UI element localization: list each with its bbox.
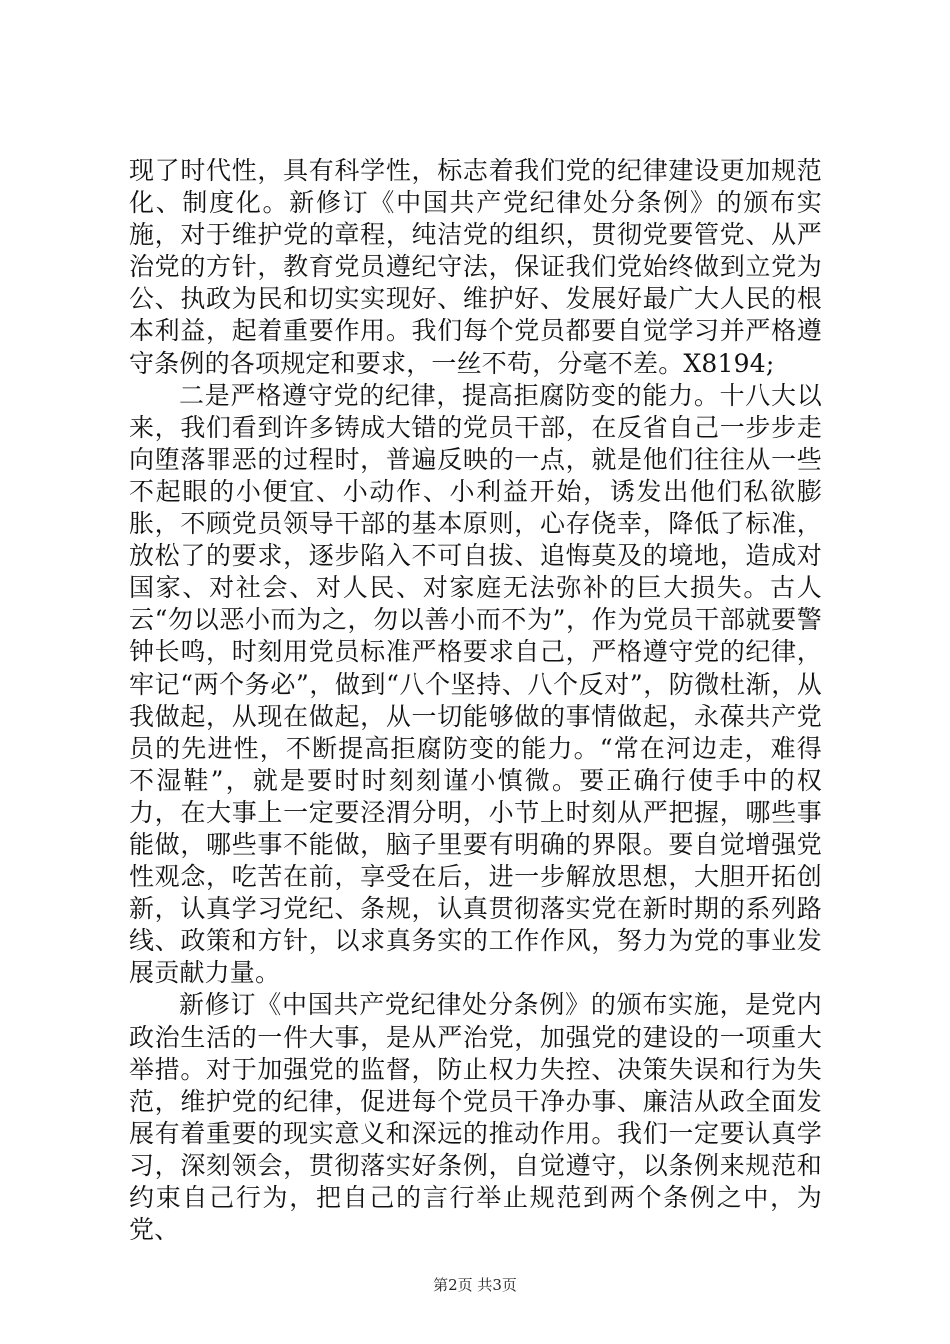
paragraph-continuation: 现了时代性，具有科学性，标志着我们党的纪律建设更加规范化、制度化。新修订《中国共产党纪律处分条例》的颁布实施，对于维护党的章程，纯洁党的组织，贯彻党要管党、从严治党的方针，教育党员遵纪守法，保证我们党始终做到立党为公、执政为民和切实实现好、维护好、发展好最广大人民的根本利益，起着重要作用。我们每个党员都要自觉学习并严格遵守条例的各项规定和要求，一丝不苟，分毫不差。X8194;: [129, 156, 822, 378]
paragraph-discipline: 二是严格遵守党的纪律，提高拒腐防变的能力。十八大以来，我们看到许多铸成大错的党员干部，在反省自己一步步走向堕落罪恶的过程时，普遍反映的一点，就是他们往往从一些不起眼的小便宜、小动作、小利益开始，诱发出他们私欲膨胀，不顾党员领导干部的基本原则，心存侥幸，降低了标准，放松了的要求，逐步陷入不可自拔、追悔莫及的境地，造成对国家、对社会、对人民、对家庭无法弥补的巨大损失。古人云“勿以恶小而为之，勿以善小而不为”，作为党员干部就要警钟长鸣，时刻用党员标准严格要求自己，严格遵守党的纪律，牢记“两个务必”，做到“八个坚持、八个反对”，防微杜渐，从我做起，从现在做起，从一切能够做的事情做起，永葆共产党员的先进性，不断提高拒腐防变的能力。“常在河边走，难得不湿鞋”，就是要时时刻刻谨小慎微。要正确行使手中的权力，在大事上一定要泾渭分明，小节上时刻从严把握，哪些事能做，哪些事不能做，脑子里要有明确的界限。要自觉增强党性观念，吃苦在前，享受在后，进一步解放思想，大胆开拓创新，认真学习党纪、条规，认真贯彻落实党在新时期的系列路线、政策和方针，以求真务实的工作作风，努力为党的事业发展贡献力量。: [129, 380, 822, 988]
page-footer: 第2页 共3页: [433, 1276, 517, 1294]
document-body: [129, 155, 822, 1246]
paragraph-conclusion: 新修订《中国共产党纪律处分条例》的颁布实施，是党内政治生活的一件大事，是从严治党，加强党的建设的一项重大举措。对于加强党的监督，防止权力失控、决策失误和行为失范，维护党的纪律，促进每个党员干净办事、廉洁从政全面发展有着重要的现实意义和深远的推动作用。我们一定要认真学习，深刻领会，贯彻落实好条例，自觉遵守，以条例来规范和约束自己行为，把自己的言行举止规范到两个条例之中，为党、: [129, 990, 822, 1245]
